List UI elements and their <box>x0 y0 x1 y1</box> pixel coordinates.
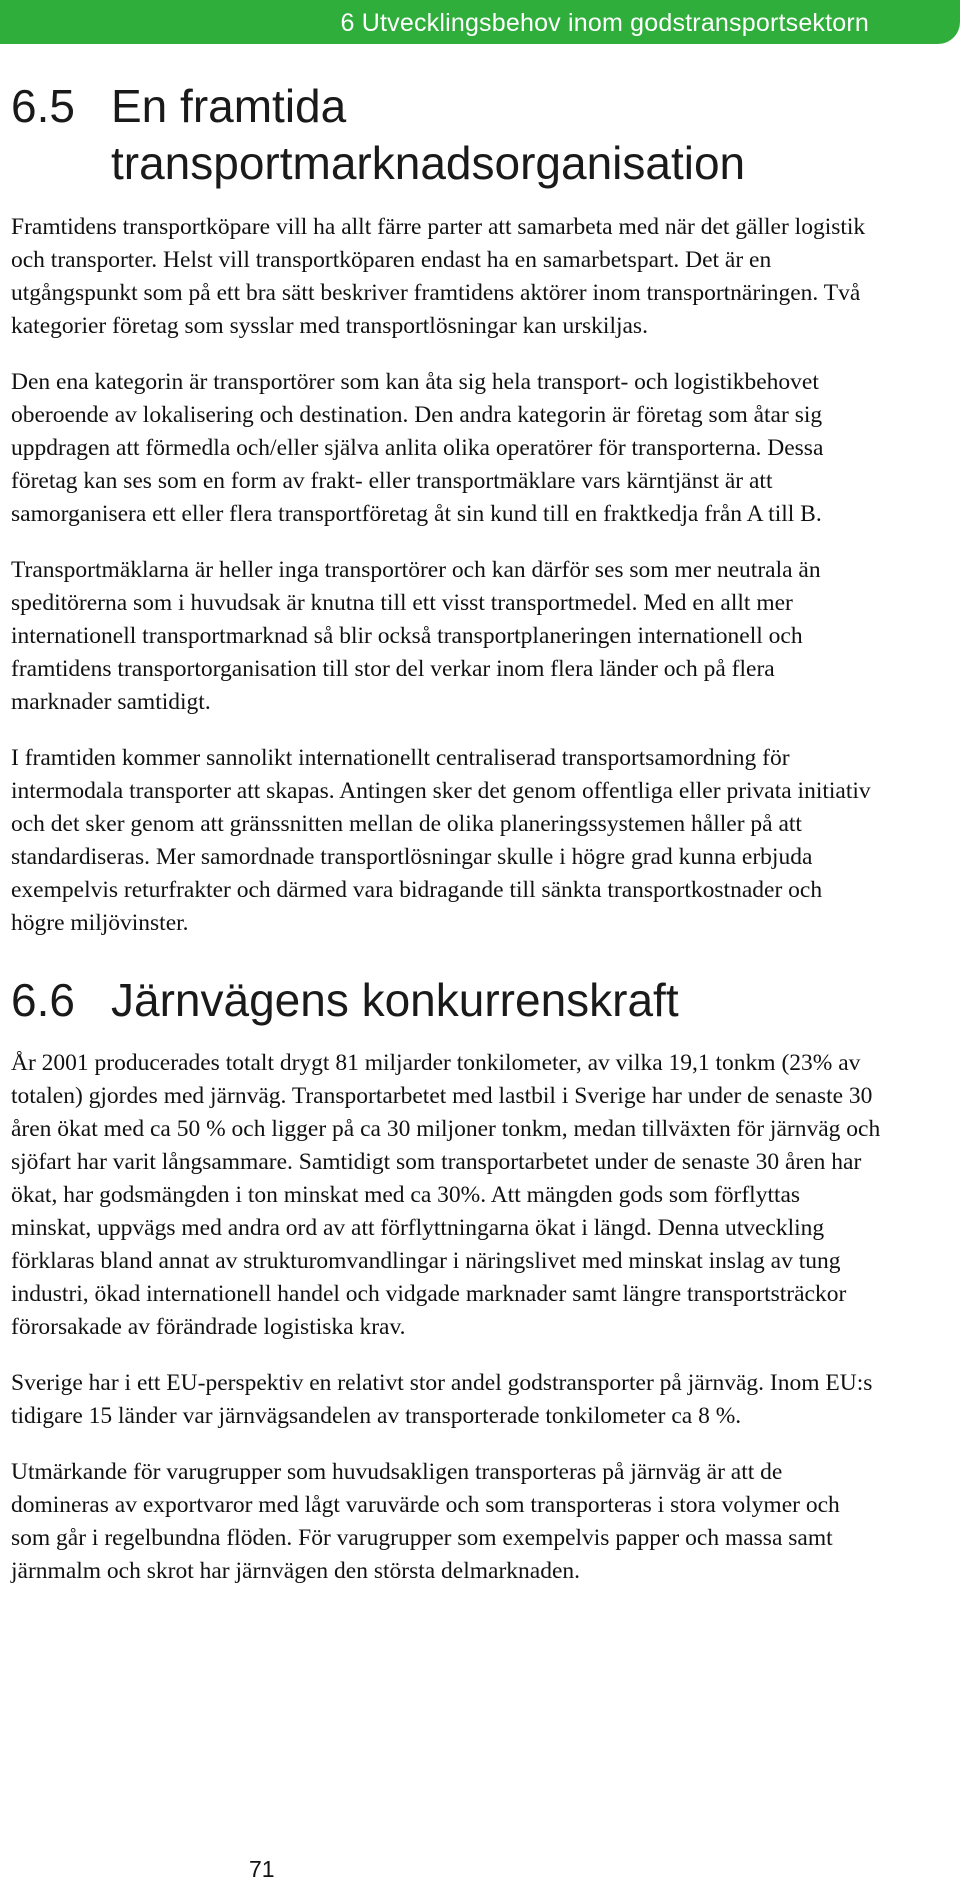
section-title: Järnvägens konkurrenskraft <box>111 974 679 1026</box>
section-title: En framtida transportmarknadsorganisation <box>111 80 746 189</box>
paragraph: Framtidens transportköpare vill ha allt färre parter att samarbeta med när det gäller logistik och transporter. Helst vill transportköparen endast ha en samarbetspart. Det är en utgångspunkt som på ett bra sätt beskriver framtidens aktörer inom transportnäringen. Två kategorier företag som sysslar med transportlösningar kan urskiljas. <box>11 214 866 339</box>
page-number: 71 <box>249 1856 275 1882</box>
running-head: 6 Utvecklingsbehov inom godstransportsektorn <box>340 9 869 37</box>
section-number: 6.6 <box>11 974 75 1026</box>
paragraph: Utmärkande för varugrupper som huvudsakligen transporteras på järnväg är att de domineras av exportvaror med lågt varuvärde och som transporteras i stora volymer och som går i regelbundna flöden. För varugrupper som exempelvis papper och massa samt järnmalm och skrot har järnvägen den största delmarknaden. <box>11 1459 840 1584</box>
paragraph: Sverige har i ett EU-perspektiv en relativt stor andel godstransporter på järnväg. Inom EU:s tidigare 15 länder var järnvägsandelen av transporterade tonkilometer ca 8 %. <box>11 1370 873 1429</box>
section-heading-6-6 <box>11 972 881 1029</box>
paragraph: Transportmäklarna är heller inga transportörer och kan därför ses som mer neutrala än speditörerna som i huvudsak är knutna till ett visst transportmedel. Med en allt mer internationell transportmarknad så blir också transportplaneringen internationell och framtidens transportorganisation till stor del verkar inom flera länder och på flera marknader samtidigt. <box>11 557 821 715</box>
paragraph: År 2001 producerades totalt drygt 81 miljarder tonkilometer, av vilka 19,1 tonkm (23% av totalen) gjordes med järnväg. Transportarbetet med lastbil i Sverige har under de senaste 30 åren ökat med ca 50 % och ligger på ca 30 miljoner tonkm, medan tillväxten för järnväg och sjöfart har varit långsammare. Samtidigt som transportarbetet under de senaste 30 åren har ökat, har godsmängden i ton minskat med ca 30%. Att mängden gods som förflyttas minskat, uppvägs med andra ord av att förflyttningarna ökat i längd. Denna utveckling förklaras bland annat av strukturomvandlingar i näringslivet med minskat inslag av tung industri, ökad internationell handel och vidgade marknader samt längre transportsträckor förorsakade av förändrade logistiska krav. <box>11 1050 881 1340</box>
paragraph: I framtiden kommer sannolikt internationellt centraliserad transportsamordning för intermodala transporter att skapas. Antingen sker det genom offentliga eller privata initiativ och det sker genom att gränssnitten mellan de olika planeringssystemen håller på att standardiseras. Mer samordnade transportlösningar skulle i högre grad kunna erbjuda exempelvis returfrakter och därmed vara bidragande till sänkta transportkostnader och högre miljövinster. <box>11 745 871 936</box>
section-heading-6-5 <box>11 78 881 192</box>
section-number: 6.5 <box>11 80 75 132</box>
header-band <box>0 0 960 44</box>
page-content <box>11 78 881 1588</box>
paragraph: Den ena kategorin är transportörer som kan åta sig hela transport- och logistikbehovet oberoende av lokalisering och destination. Den andra kategorin är företag som åtar sig uppdragen att förmedla och/eller själva anlita olika operatörer för transporterna. Dessa företag kan ses som en form av frakt- eller transportmäklare vars kärntjänst är att samorganisera ett eller flera transportföretag åt sin kund till en fraktkedja från A till B. <box>11 369 824 527</box>
